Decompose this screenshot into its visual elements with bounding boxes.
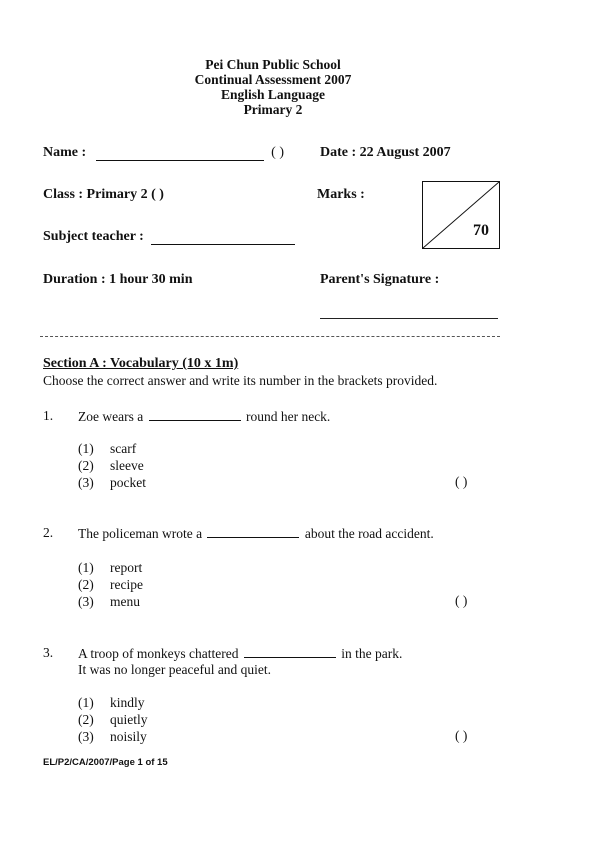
option-item [78, 440, 146, 457]
option-item [78, 728, 148, 745]
answer-bracket[interactable]: ( ) [455, 474, 468, 489]
option-item [78, 694, 148, 711]
subject-teacher-row [43, 229, 295, 245]
question-text-before: The policeman wrote a [78, 526, 203, 541]
marks-box[interactable] [422, 181, 500, 249]
answer-blank [207, 525, 299, 538]
option-number: (1) [78, 441, 94, 456]
option-number: (3) [78, 729, 94, 744]
question-text [78, 408, 330, 425]
option-text: quietly [110, 712, 148, 727]
option-number: (2) [78, 458, 94, 473]
option-text: kindly [110, 695, 145, 710]
question-text-before: Zoe wears a [78, 409, 144, 424]
assessment-title: Continual Assessment 2007 [194, 72, 352, 87]
subject-teacher-label: Subject teacher : [43, 229, 144, 244]
class-label: Class : Primary 2 ( ) [43, 187, 164, 202]
option-item [78, 559, 143, 576]
option-text: noisily [110, 729, 147, 744]
option-number: (3) [78, 594, 94, 609]
school-name: Pei Chun Public School [205, 57, 341, 72]
answer-blank [244, 645, 336, 658]
question-text-before: A troop of monkeys chattered [78, 646, 239, 661]
section-title: Section A : Vocabulary (10 x 1m) [43, 356, 239, 371]
option-item [78, 457, 146, 474]
level-title: Primary 2 [243, 102, 303, 117]
name-label: Name : [43, 145, 87, 160]
date-label: Date : 22 August 2007 [320, 145, 451, 160]
options-list [78, 694, 148, 745]
marks-label: Marks : [317, 187, 365, 202]
question-text [78, 525, 434, 542]
question-text-line2: It was no longer peaceful and quiet. [78, 662, 272, 677]
option-item [78, 474, 146, 491]
answer-blank [149, 408, 241, 421]
question-number: 3. [43, 645, 54, 660]
parent-signature-label: Parent's Signature : [320, 272, 440, 287]
answer-bracket[interactable]: ( ) [455, 728, 468, 743]
subject-title: English Language [221, 87, 325, 102]
question-text-after: round her neck. [245, 409, 331, 424]
section-instruction: Choose the correct answer and write its number in the brackets provided. [43, 373, 438, 388]
option-text: scarf [110, 441, 137, 456]
option-text: recipe [110, 577, 143, 592]
option-text: sleeve [110, 458, 144, 473]
question-text-after: in the park. [341, 646, 403, 661]
question-text [78, 645, 402, 662]
question-text-after: about the road accident. [304, 526, 434, 541]
options-list [78, 440, 146, 491]
register-number-bracket[interactable]: ( ) [271, 145, 284, 160]
option-number: (2) [78, 712, 94, 727]
options-list [78, 559, 143, 610]
option-number: (1) [78, 560, 94, 575]
exam-header [0, 57, 546, 117]
option-item [78, 593, 143, 610]
duration-label: Duration : 1 hour 30 min [43, 272, 193, 287]
option-item [78, 576, 143, 593]
option-text: pocket [110, 475, 146, 490]
subject-teacher-field[interactable] [151, 230, 295, 245]
question-number: 2. [43, 525, 54, 540]
option-text: report [110, 560, 143, 575]
option-text: menu [110, 594, 140, 609]
name-row [43, 145, 284, 161]
option-number: (3) [78, 475, 94, 490]
page-footer: EL/P2/CA/2007/Page 1 of 15 [43, 757, 168, 768]
option-number: (2) [78, 577, 94, 592]
name-field[interactable] [96, 146, 264, 161]
marks-total: 70 [473, 222, 489, 239]
question-number: 1. [43, 408, 54, 423]
parent-signature-field[interactable] [320, 318, 498, 319]
divider [40, 336, 500, 337]
option-number: (1) [78, 695, 94, 710]
answer-bracket[interactable]: ( ) [455, 593, 468, 608]
option-item [78, 711, 148, 728]
